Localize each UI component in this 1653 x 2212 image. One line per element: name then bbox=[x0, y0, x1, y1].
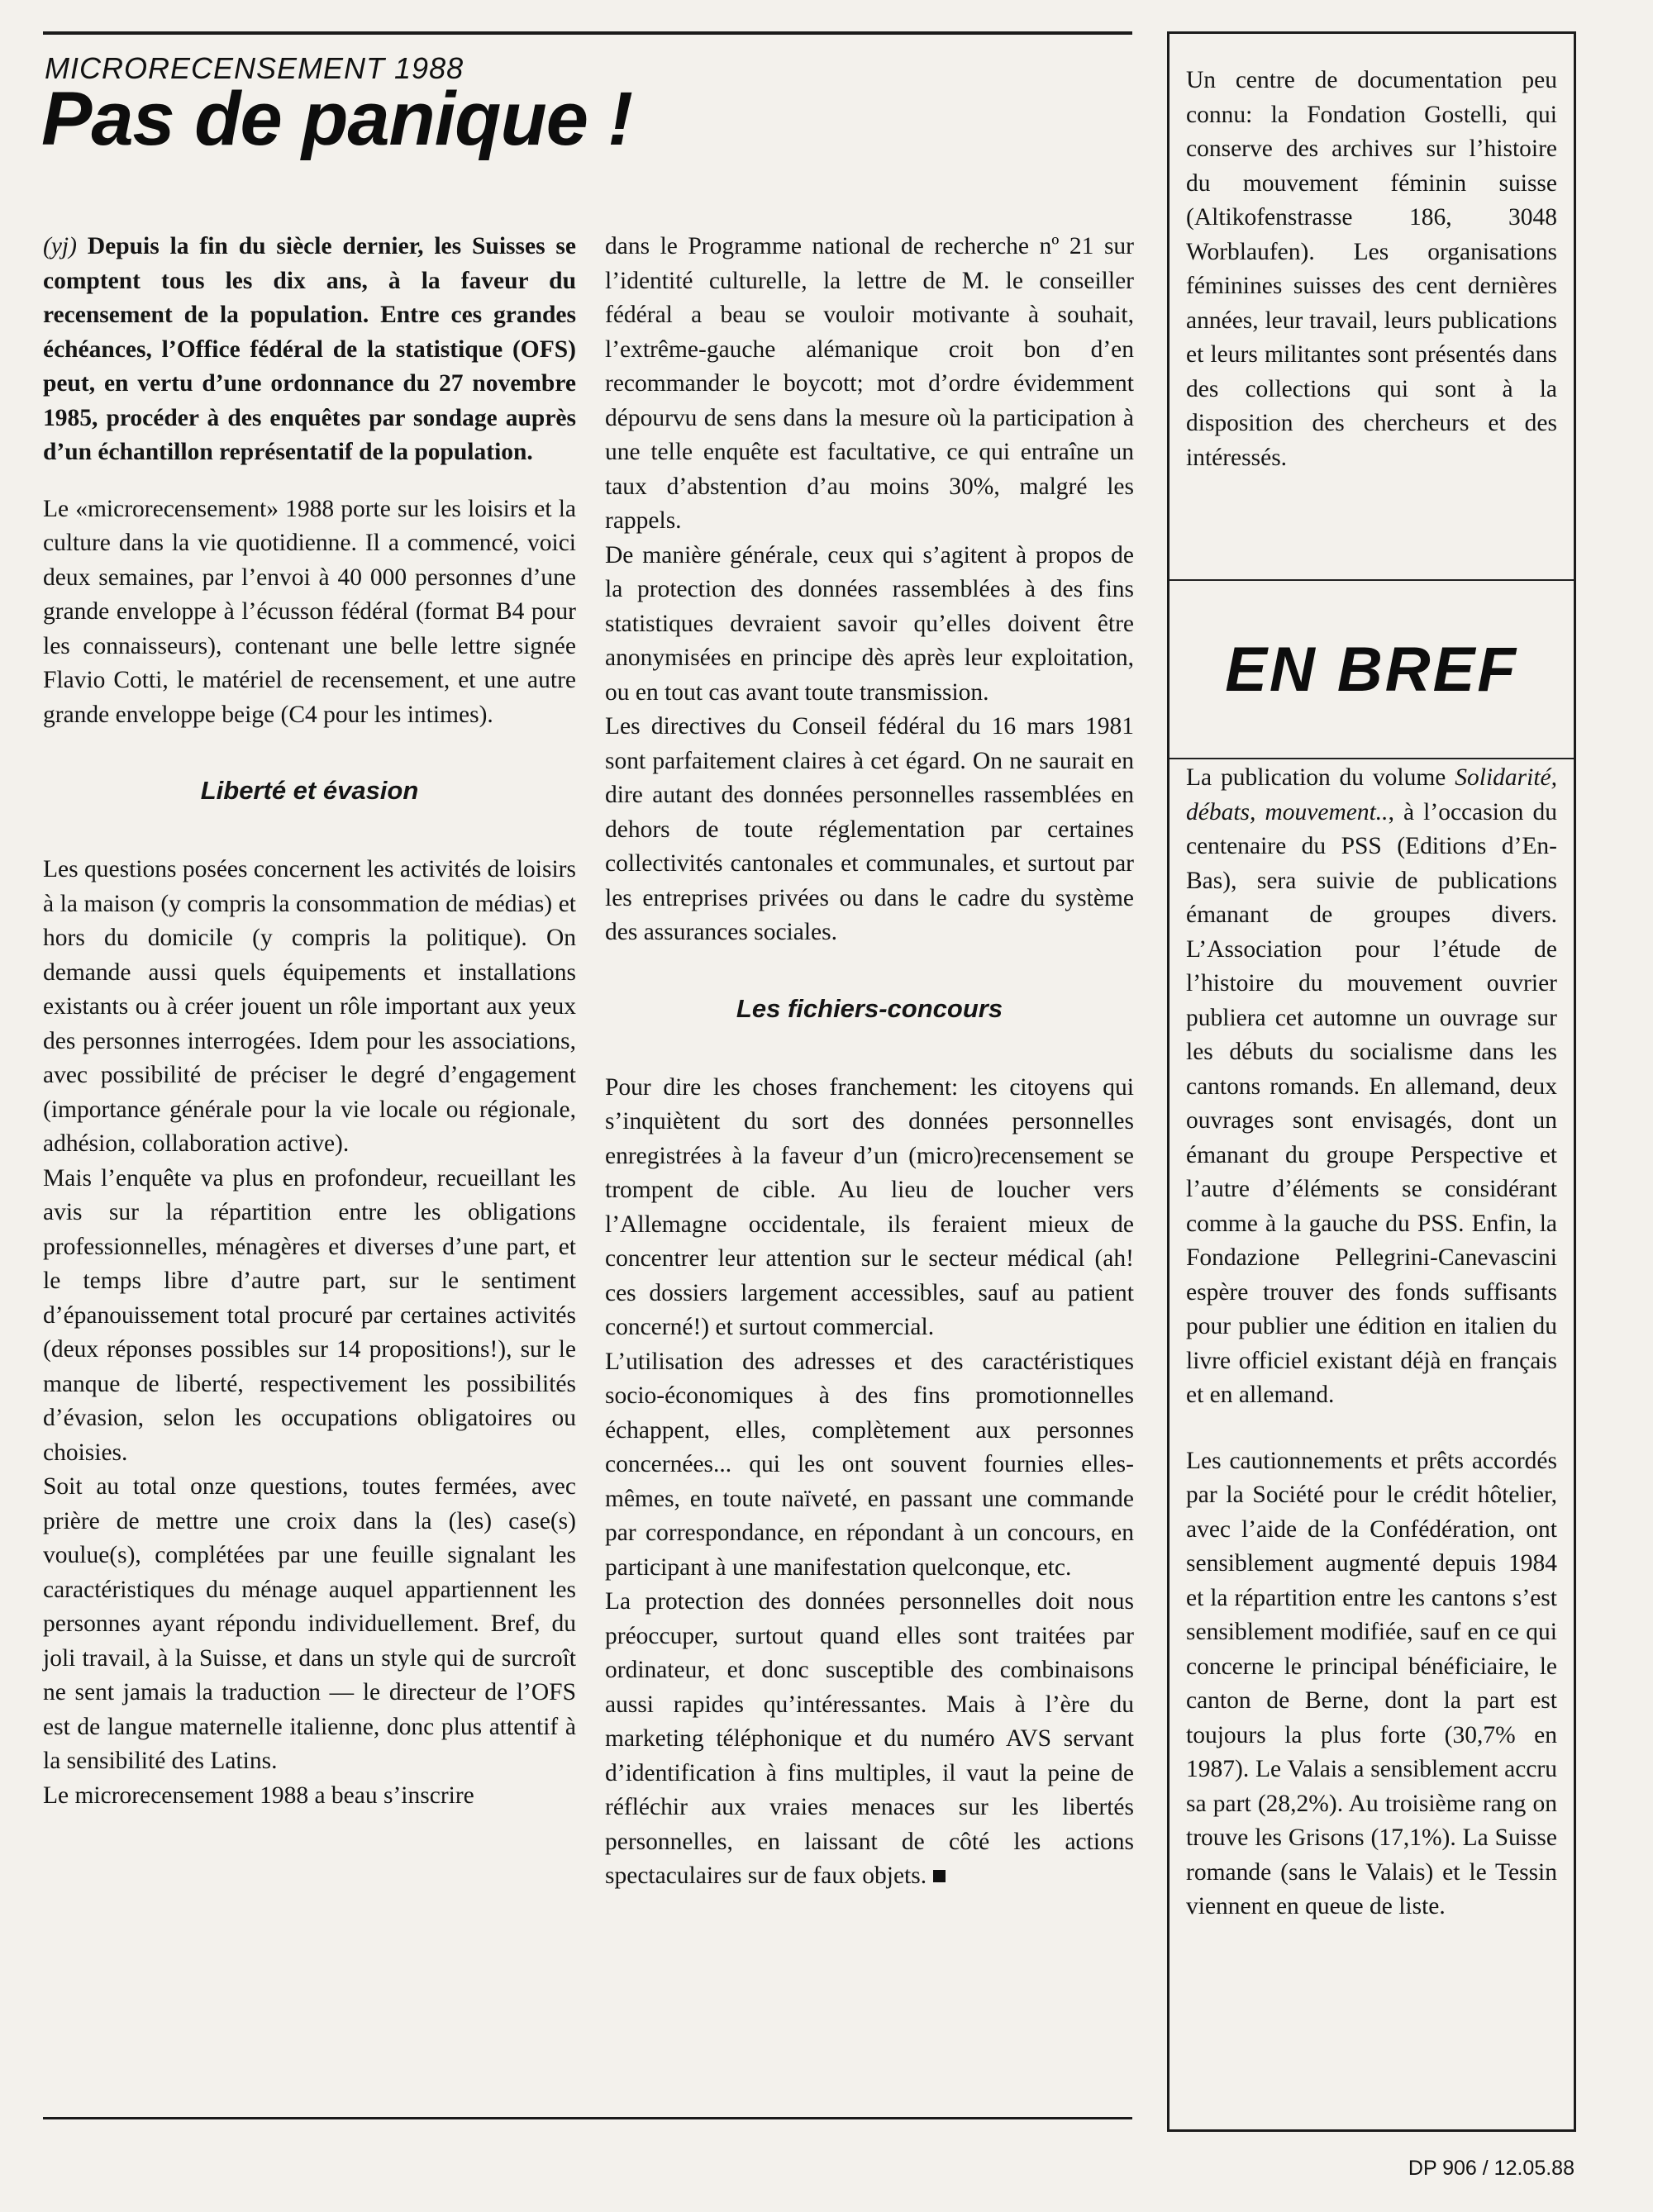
paragraph: dans le Programme national de recherche nº 21 sur l’identité culturelle, la lettre de M. le conseiller fédéral a beau se vouloir motivante à souhait, l’extrême-gauche alémanique croit bon d’en recommander le boycott; mot d’ordre évidemment dépourvu de sens dans la mesure où la participation à une telle enquête est facultative, ce qui entraîne un taux d’abstention d’au moins 30%, malgré les rappels. bbox=[605, 233, 1134, 534]
paragraph: Le microrecensement 1988 a beau s’inscrire bbox=[43, 1781, 474, 1809]
sidebar-notice bbox=[1186, 64, 1557, 475]
article-column-2 bbox=[605, 230, 1134, 1894]
subheading-liberte: Liberté et évasion bbox=[200, 776, 419, 805]
brief-text: La publication du volume bbox=[1186, 764, 1455, 791]
brief-text: , à l’occasion du centenaire du PSS (Editions d’En-Bas), sera suivie de publications émanant de groupes divers. L’Association pour l’étude de l’histoire du mouvement ouvrier publiera cet automne un ouvrage sur les débuts du socialisme dans les cantons romands. En allemand, deux ouvrages sont envisagés, dont un émanant du groupe Perspective et l’autre d’éléments se considérant comme à la gauche du PSS. Enfin, la Fondazione Pellegrini-Canevascini espère trouver des fonds suffisants pour publier une édition en italien du livre officiel existant déjà en français et en allemand. bbox=[1186, 798, 1557, 1408]
subheading-fichiers: Les fichiers-concours bbox=[736, 993, 1003, 1023]
final-text: La protection des données personnelles doit nous préoccuper, surtout quand elles sont traitées par ordinateur, et donc susceptible des combinaisons aussi rapides qu’intéressantes. Mais à l’ère du marketing téléphonique et du numéro AVS servant d’identification à fins multiples, il vaut la peine de réfléchir aux vraies menaces sur les libertés personnelles, en laissant de côté les actions spectaculaires sur de faux objets. bbox=[605, 1588, 1134, 1889]
notice-text: Un centre de documentation peu connu: la Fondation Gostelli, qui conserve des archives sur l’histoire du mouvement féminin suisse (Altikofenstrasse 186, 3048 Worblaufen). Les organisations féminines suisses des cent dernières années, leur travail, leurs publications et leurs militantes sont présentés dans des collections qui sont à la disposition des chercheurs et des intéressés. bbox=[1186, 67, 1557, 471]
paragraph: L’utilisation des adresses et des caractéristiques socio-économiques à des fins promotionnelles échappent, elles, complètement aux personnes concernées... qui les ont souvent fournies elles-mêmes, en toute naïveté, en passant une commande par correspondance, en répondant à un concours, en participant à une manifestation quelconque, etc. bbox=[605, 1348, 1134, 1581]
paragraph: Pour dire les choses franchement: les citoyens qui s’inquiètent du sort des données personnelles enregistrées à la faveur d’un (micro)recensement se trompent de cible. Au lieu de loucher vers l’Allemagne occidentale, ils feraient mieux de concentrer leur attention sur le secteur médical (ah! ces dossiers largement accessibles, sauf au patient concerné!) et surtout commercial. bbox=[605, 1073, 1134, 1340]
paragraph: Le «microrecensement» 1988 porte sur les loisirs et la culture dans la vie quotidienne. Il a commencé, voici deux semaines, par l’envoi à 40 000 personnes d’une grande enveloppe à l’écusson fédéral (format B4 pour les connaisseurs), contenant une belle lettre signée Flavio Cotti, le matériel de recensement, et une autre grande enveloppe beige (C4 pour les intimes). bbox=[43, 495, 576, 728]
paragraph: De manière générale, ceux qui s’agitent à propos de la protection des données rassemblées à des fins statistiques devraient savoir qu’elles doivent être anonymisées en principe dès après leur exploitation, ou en tout cas avant toute transmission. bbox=[605, 541, 1134, 706]
article-headline: Pas de panique ! bbox=[41, 77, 633, 161]
article-column-1 bbox=[43, 230, 576, 1813]
sidebar-divider bbox=[1169, 579, 1574, 581]
end-of-article-mark bbox=[933, 1870, 946, 1882]
brief-items bbox=[1186, 761, 1557, 1924]
sidebar-box bbox=[1167, 31, 1576, 2132]
paragraph: Soit au total onze questions, toutes fermées, avec prière de mettre une croix dans la (les) case(s) voulue(s), complétées par une feuille signalant les caractéristiques du ménage auquel appartiennent les personnes ayant répondu individuellement. Bref, du joli travail, à la Suisse, et dans un style qui de surcroît ne sent jamais la traduction — le directeur de l’OFS est de langue maternelle italienne, donc plus attentif à la sensibilité des Latins. bbox=[43, 1473, 576, 1774]
paragraph: Les questions posées concernent les activités de loisirs à la maison (y compris la consommation de médias) et hors du domicile (y compris la politique). On demande aussi quels équipements et installations existants ou à créer jouent un rôle important aux yeux des personnes interrogées. Idem pour les associations, avec possibilité de préciser le degré d’engagement (importance générale pour la vie locale ou régionale, adhésion, collaboration active). bbox=[43, 856, 576, 1157]
paragraph-final bbox=[605, 1585, 1134, 1894]
issue-footer: DP 906 / 12.05.88 bbox=[1408, 2157, 1574, 2180]
bottom-rule bbox=[43, 2117, 1132, 2119]
top-rule bbox=[43, 31, 1132, 35]
author-initials: (yj) bbox=[43, 233, 77, 259]
sidebar-divider bbox=[1169, 758, 1574, 759]
article-lead bbox=[43, 230, 576, 470]
paragraph: Mais l’enquête va plus en profondeur, recueillant les avis sur la répartition entre les obligations professionnelles, ménagères et diverses d’une part, et le temps libre d’autre part, sur le sentiment d’épanouissement total procuré par certaines activités (deux réponses possibles sur 14 propositions!), sur le manque de liberté, respectivement les possibilités d’évasion, selon les occupations obligatoires ou choisies. bbox=[43, 1164, 576, 1466]
lead-text: Depuis la fin du siècle dernier, les Suisses se comptent tous les dix ans, à la faveur du recensement de la population. Entre ces grandes échéances, l’Office fédéral de la statistique (OFS) peut, en vertu d’une ordonnance du 27 novembre 1985, procéder à des enquêtes par sondage auprès d’un échantillon représentatif de la population. bbox=[43, 233, 577, 465]
en-bref-title: EN BREF bbox=[1225, 634, 1518, 705]
paragraph: Les directives du Conseil fédéral du 16 mars 1981 sont parfaitement claires à cet égard. On ne saurait en dire autant des données personnelles rassemblées en dehors de toute réglementation par certaines collectivités cantonales et communales, et surtout par les entreprises privées ou dans le cadre du système des assurances sociales. bbox=[605, 713, 1134, 945]
brief-item bbox=[1186, 761, 1557, 1413]
brief-item: Les cautionnements et prêts accordés par la Société pour le crédit hôtelier, avec l’aide de la Confédération, ont sensiblement augmenté depuis 1984 et la répartition entre les cantons s’est sensiblement modifiée, sauf en ce qui concerne le principal bénéficiaire, le canton de Berne, dont la part est toujours la plus forte (30,7% en 1987). Le Valais a sensiblement accru sa part (28,2%). Au troisième rang on trouve les Grisons (17,1%). La Suisse romande (sans le Valais) et le Tessin viennent en queue de liste. bbox=[1186, 1447, 1557, 1919]
article-kicker: MICRORECENSEMENT 1988 bbox=[45, 51, 464, 85]
book-title: Solidarité, débats, mouvement.. bbox=[1186, 764, 1557, 825]
